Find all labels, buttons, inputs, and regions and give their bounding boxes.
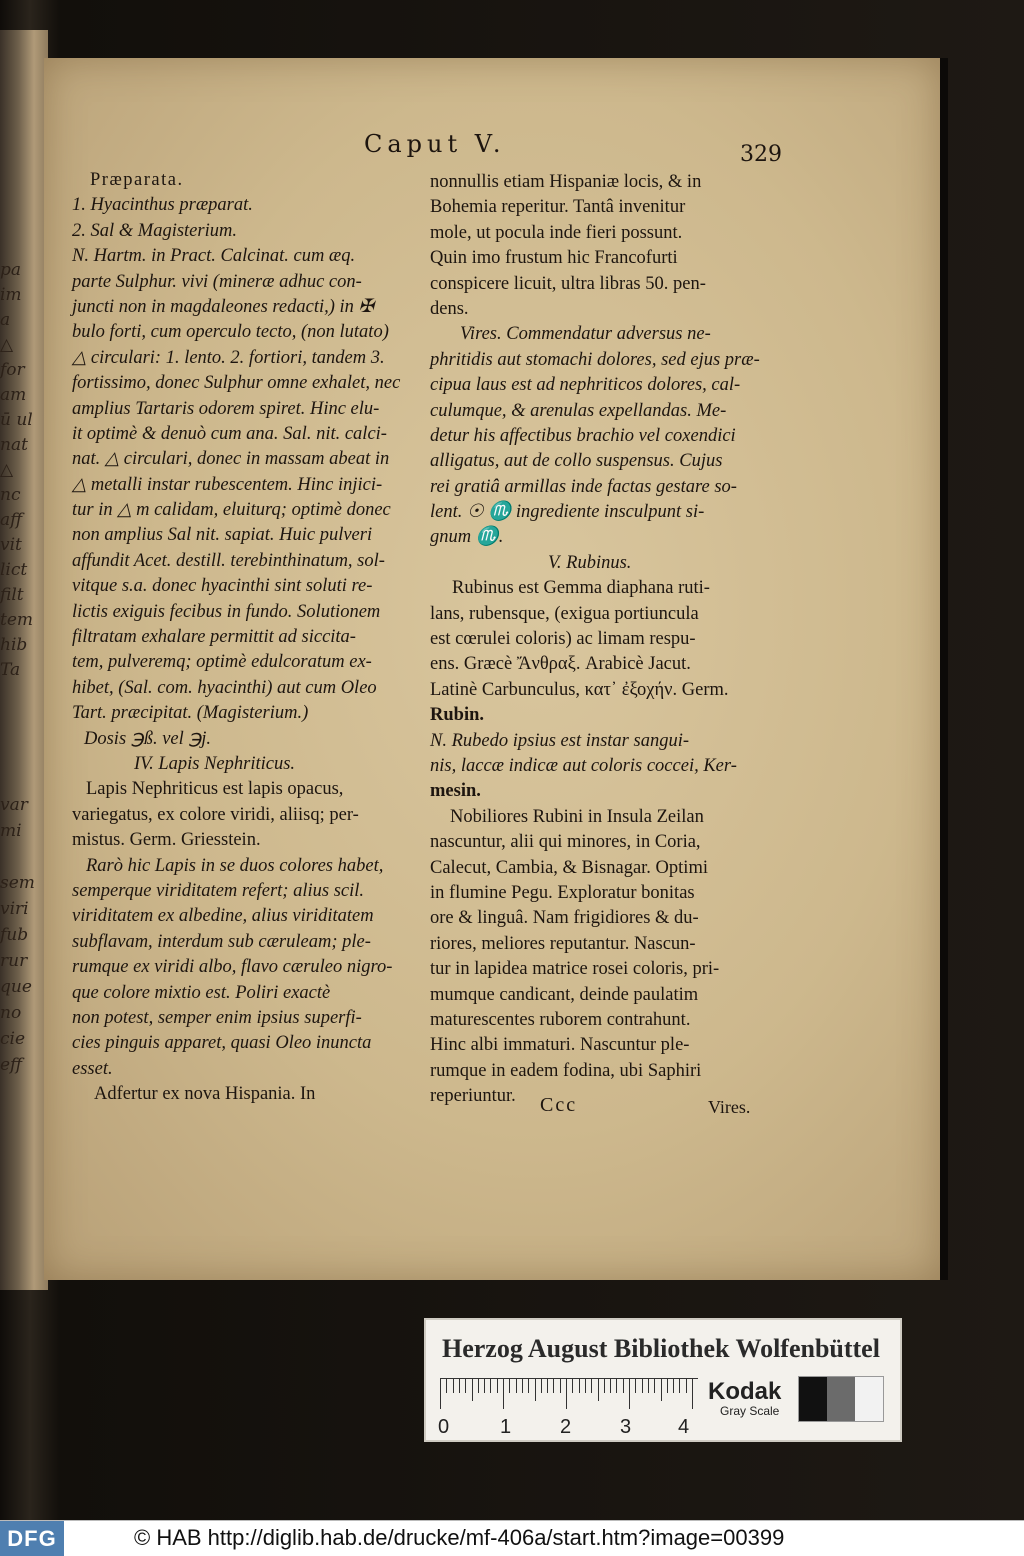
ruler-tick	[478, 1379, 479, 1393]
prev-page-text: hib	[0, 635, 28, 655]
text-line: lans, rubensque, (exigua portiuncula	[430, 603, 699, 624]
ruler-tick	[560, 1379, 561, 1393]
text-line: conspicere licuit, ultra libras 50. pen-	[430, 273, 706, 294]
ruler-tick	[547, 1379, 548, 1393]
chapter-header: Caput V.	[364, 130, 506, 158]
scale-label: 1	[500, 1416, 512, 1438]
prev-page-text: no	[0, 1003, 22, 1023]
text-line: 1. Hyacinthus præparat.	[72, 195, 253, 216]
text-line: Tart. præcipitat. (Magisterium.)	[72, 703, 309, 724]
ruler-tick	[453, 1379, 454, 1393]
color-target-card	[424, 1318, 902, 1442]
text-line: non potest, semper enim ipsius superfi-	[72, 1007, 362, 1028]
right-column	[430, 170, 795, 1109]
text-line: nis, laccæ indicæ aut coloris coccei, Ker-	[430, 755, 737, 776]
text-line: Hinc albi immaturi. Nascuntur ple-	[430, 1035, 690, 1056]
ruler-tick	[692, 1379, 693, 1409]
text-line: filtratam exhalare permittit ad siccita-	[72, 627, 356, 648]
text-line: est cœrulei coloris) ac limam respu-	[430, 629, 696, 650]
prev-page-text: var	[0, 795, 28, 815]
ruler-tick	[629, 1379, 630, 1409]
scale-label: 2	[560, 1416, 572, 1438]
prev-page-text: viri	[0, 899, 29, 919]
prev-page-text: △	[0, 335, 14, 355]
text-line: viriditatem ex albedine, alius viriditatem	[72, 906, 374, 927]
text-line: semperque viriditatem refert; alius scil.	[72, 880, 365, 901]
copyright-link[interactable]: © HAB http://diglib.hab.de/drucke/mf-406a/start.htm?image=00399	[134, 1525, 785, 1550]
ruler-tick	[516, 1379, 517, 1393]
kodak-logo: Kodak	[708, 1378, 782, 1405]
ruler-tick	[679, 1379, 680, 1393]
prev-page-text: aff	[0, 510, 23, 530]
text-line: culumque, & arenulas expellandas. Me-	[430, 400, 727, 421]
ruler-tick	[484, 1379, 485, 1393]
ruler-tick	[528, 1379, 529, 1393]
prev-page-text: im	[0, 285, 22, 305]
text-line: rumque in eadem fodina, ubi Saphiri	[430, 1060, 702, 1081]
scale-label: 0	[438, 1416, 450, 1438]
text-line: bulo forti, cum operculo tecto, (non lutato)	[72, 322, 389, 343]
text-line: reperiuntur.	[430, 1086, 516, 1107]
text-line: △ circulari: 1. lento. 2. fortiori, tandem 3.	[72, 347, 385, 368]
text-line: Lapis Nephriticus est lapis opacus,	[86, 779, 344, 800]
text-line: rei gratiâ armillas inde factas gestare so-	[430, 476, 737, 497]
text-line: 2. Sal & Magisterium.	[72, 220, 237, 241]
text-line: tur in lapidea matrice rosei coloris, pri-	[430, 959, 720, 980]
text-line: nonnullis etiam Hispaniæ locis, & in	[430, 172, 702, 192]
text-line: cipua laus est ad nephriticos dolores, cal-	[430, 375, 741, 396]
prev-page-text: eff	[0, 1055, 23, 1075]
prev-page-text: pa	[0, 260, 22, 280]
text-line: Nobiliores Rubini in Insula Zeilan	[450, 806, 704, 827]
text-line: N. Hartm. in Pract. Calcinat. cum æq.	[72, 246, 356, 267]
prev-page-text: for	[0, 360, 25, 380]
ruler-tick	[642, 1379, 643, 1393]
gray-patch-dark	[799, 1377, 827, 1421]
prev-page-text: cie	[0, 1029, 26, 1049]
ruler-tick	[654, 1379, 655, 1393]
text-line: dens.	[430, 298, 469, 319]
text-line: cies pinguis apparet, quasi Oleo inuncta	[72, 1033, 372, 1054]
text-line: ens. Græcè Ἄνθραξ. Arabicè Jacut.	[430, 654, 691, 675]
ruler-tick	[661, 1379, 662, 1401]
prev-page-text: vit	[0, 535, 22, 555]
prev-page-text: Ta	[0, 660, 21, 680]
text-line: lent. ☉ ♏ ingrediente insculpunt si-	[430, 502, 705, 523]
ruler-tick	[459, 1379, 460, 1393]
ruler-tick	[465, 1379, 466, 1393]
ruler-tick	[572, 1379, 573, 1393]
previous-page-edge	[0, 30, 48, 1290]
ruler-tick	[472, 1379, 473, 1401]
text-line: Calecut, Cambia, & Bisnagar. Optimi	[430, 857, 708, 878]
text-line: detur his affectibus brachio vel coxendici	[430, 425, 736, 446]
prev-page-text: nat	[0, 435, 28, 455]
prev-page-text: nc	[0, 485, 21, 505]
text-line: it optimè & denuò cum ana. Sal. nit. calci-	[72, 423, 387, 444]
text-line: phritidis aut stomachi dolores, sed ejus præ-	[430, 349, 760, 370]
text-line: Adfertur ex nova Hispania. In	[94, 1084, 316, 1105]
text-line: tem, pulveremq; optimè edulcoratum ex-	[72, 652, 372, 673]
catchword: Vires.	[708, 1097, 751, 1117]
signature-mark: Ccc	[540, 1094, 578, 1116]
page-number: 329	[740, 142, 782, 167]
gray-patch-mid	[827, 1377, 855, 1421]
ruler-tick	[635, 1379, 636, 1393]
ruler-tick	[598, 1379, 599, 1401]
text-line: amplius Tartaris odorem spiret. Hinc elu-	[72, 398, 380, 419]
text-line: mole, ut pocula inde fieri possunt.	[430, 222, 683, 243]
text-line: mistus. Germ. Griesstein.	[72, 830, 261, 851]
scale-label: 3	[620, 1416, 632, 1438]
ruler-tick	[490, 1379, 491, 1393]
prev-page-text: ū ul	[0, 410, 33, 430]
ruler-tick	[623, 1379, 624, 1393]
text-line: Rubinus est Gemma diaphana ruti-	[452, 578, 710, 599]
prev-page-text: am	[0, 385, 27, 405]
prev-page-text: sem	[0, 873, 35, 893]
page-shadow	[940, 58, 948, 1280]
text-line: Latinè Carbunculus, κατ᾽ ἐξοχήν. Germ.	[430, 679, 729, 700]
text-line: tur in △ m calidam, eluiturq; optimè donec	[72, 500, 391, 521]
ruler-tick	[509, 1379, 510, 1393]
text-line: in flumine Pegu. Exploratur bonitas	[430, 882, 695, 903]
prev-page-text: rur	[0, 951, 28, 971]
ruler-tick	[566, 1379, 567, 1409]
text-line: Dosis ℈ß. vel ℈j.	[84, 728, 212, 749]
prev-page-text: que	[0, 977, 32, 997]
text-line: V. Rubinus.	[548, 552, 632, 573]
ruler-tick	[616, 1379, 617, 1393]
prev-page-text: lict	[0, 560, 28, 580]
ruler-tick	[585, 1379, 586, 1393]
text-line: mesin.	[430, 781, 481, 802]
prev-page-text: a	[0, 310, 11, 330]
ruler-tick	[541, 1379, 542, 1393]
text-line: Rarò hic Lapis in se duos colores habet,	[86, 855, 384, 876]
prev-page-text: mi	[0, 821, 22, 841]
text-line: Vires. Commendatur adversus ne-	[460, 324, 711, 345]
text-line: fortissimo, donec Sulphur omne exhalet, nec	[72, 373, 401, 394]
scale-ruler	[440, 1378, 698, 1409]
text-line: Rubin.	[430, 705, 484, 726]
text-line: maturescentes ruborem contrahunt.	[430, 1009, 691, 1030]
library-name: Herzog August Bibliothek Wolfenbüttel	[442, 1334, 880, 1363]
ruler-tick	[604, 1379, 605, 1393]
prev-page-text: tem	[0, 610, 34, 630]
ruler-tick	[610, 1379, 611, 1393]
left-column	[72, 168, 402, 1107]
text-line: lictis exiguis fecibus in fundo. Solutionem	[72, 601, 381, 622]
text-line: que colore mixtio est. Poliri exactè	[72, 982, 331, 1003]
ruler-tick	[522, 1379, 523, 1393]
ruler-tick	[579, 1379, 580, 1393]
ruler-tick	[591, 1379, 592, 1393]
text-line: hibet, (Sal. com. hyacinthi) aut cum Oleo	[72, 677, 377, 698]
ruler-tick	[667, 1379, 668, 1393]
gray-scale-label: Gray Scale	[720, 1404, 780, 1418]
text-line: Præparata.	[90, 170, 184, 190]
text-line: mumque candicant, deinde paulatim	[430, 984, 699, 1005]
gray-patch-light	[855, 1377, 883, 1421]
ruler-tick	[673, 1379, 674, 1393]
text-line: affundit Acet. destill. terebinthinatum, sol-	[72, 550, 385, 571]
ruler-tick	[648, 1379, 649, 1393]
prev-page-text: △	[0, 460, 14, 480]
viewer-footer	[0, 1520, 1024, 1556]
text-line: nascuntur, alii qui minores, in Coria,	[430, 832, 701, 853]
text-line: variegatus, ex colore viridi, aliisq; per-	[72, 804, 359, 825]
gray-scale-patches	[798, 1376, 884, 1422]
text-line: nat. △ circulari, donec in massam abeat in	[72, 449, 390, 470]
ruler-tick	[446, 1379, 447, 1393]
text-line: esset.	[72, 1058, 113, 1079]
text-line: non amplius Sal nit. sapiat. Huic pulveri	[72, 525, 373, 546]
text-line: juncti non in magdaleones redacti,) in ✠	[72, 296, 375, 317]
ruler-tick	[686, 1379, 687, 1393]
ruler-tick	[553, 1379, 554, 1393]
text-line: △ metalli instar rubescentem. Hinc injici-	[72, 474, 383, 495]
text-line: ore & linguâ. Nam frigidiores & du-	[430, 908, 699, 929]
text-line: parte Sulphur. vivi (mineræ adhuc con-	[72, 271, 362, 292]
prev-page-text: filt	[0, 585, 24, 605]
text-line: riores, meliores reputantur. Nascun-	[430, 933, 696, 954]
dfg-logo: DFG	[0, 1521, 64, 1556]
ruler-tick	[440, 1379, 441, 1409]
text-line: rumque ex viridi albo, flavo cæruleo nigro-	[72, 957, 393, 978]
scale-label: 4	[678, 1416, 690, 1438]
text-line: alligatus, aut de collo suspensus. Cujus	[430, 451, 723, 472]
ruler-tick	[497, 1379, 498, 1393]
text-line: Bohemia reperitur. Tantâ invenitur	[430, 197, 686, 218]
ruler-tick	[503, 1379, 504, 1409]
text-line: IV. Lapis Nephriticus.	[134, 753, 296, 774]
text-line: vitque s.a. donec hyacinthi sint soluti re-	[72, 576, 373, 597]
text-line: N. Rubedo ipsius est instar sangui-	[430, 730, 690, 751]
prev-page-text: fub	[0, 925, 29, 945]
ruler-tick	[535, 1379, 536, 1401]
text-line: subflavam, interdum sub cæruleam; ple-	[72, 931, 371, 952]
text-line: gnum ♏.	[430, 527, 504, 548]
text-line: Quin imo frustum hic Francofurti	[430, 248, 678, 269]
